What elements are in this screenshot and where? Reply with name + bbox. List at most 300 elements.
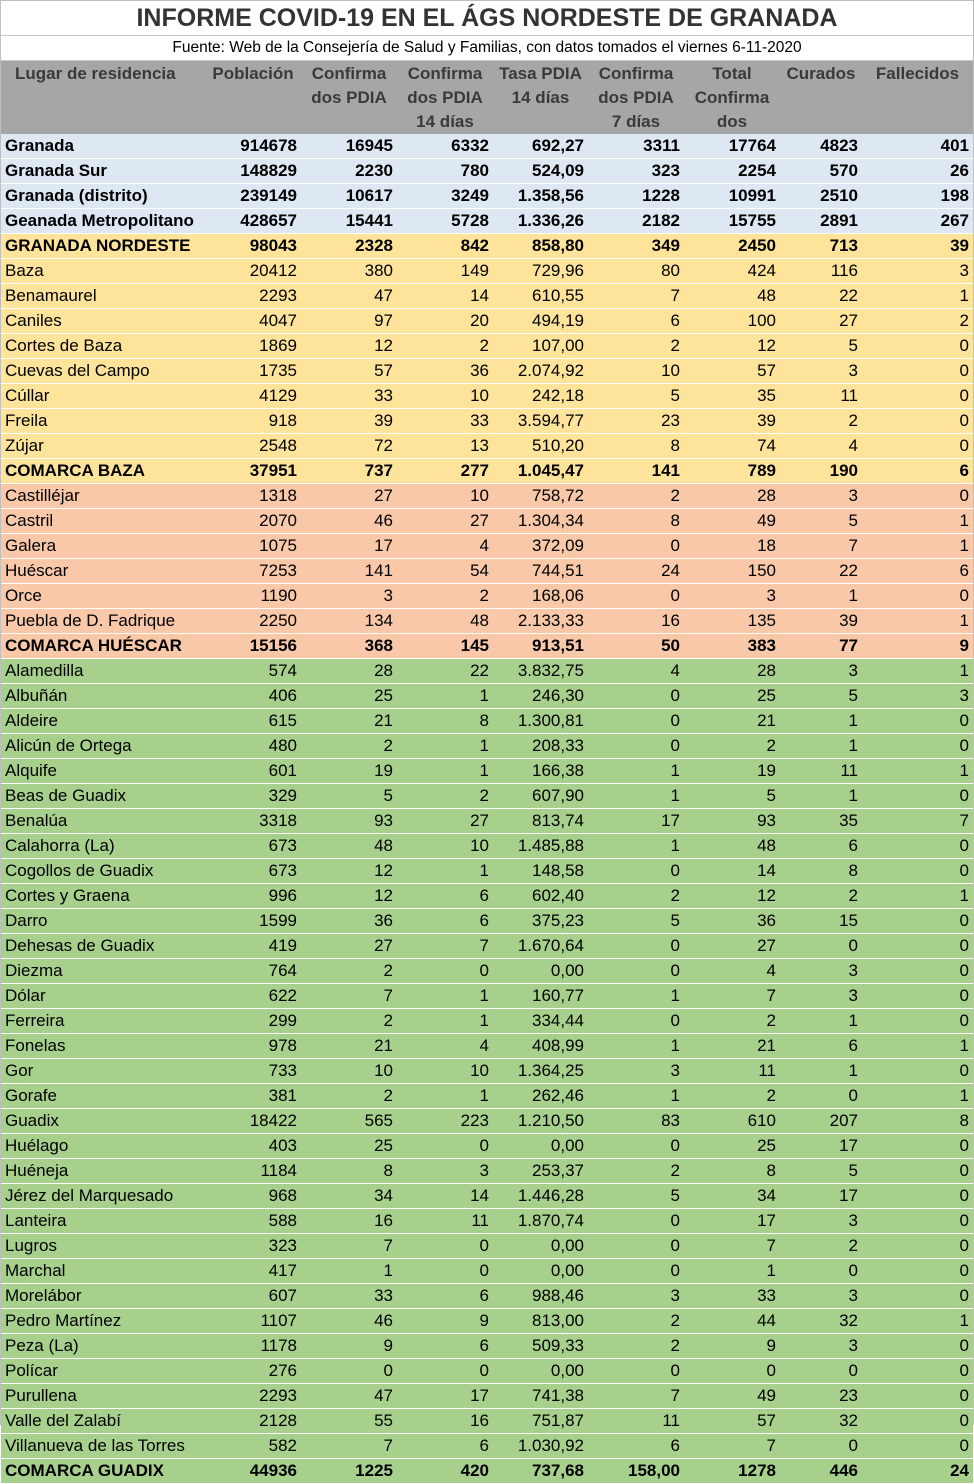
column-header-line: Confirma xyxy=(694,88,770,107)
table-row xyxy=(1,534,973,559)
table-row xyxy=(1,884,973,909)
value-cell: 3311 xyxy=(588,134,684,159)
value-cell: 49 xyxy=(684,1384,780,1409)
value-cell: 2.074,92 xyxy=(493,359,588,384)
value-cell: 1 xyxy=(397,759,493,784)
table-row xyxy=(1,1109,973,1134)
value-cell: 6 xyxy=(588,1434,684,1459)
value-cell: 2 xyxy=(862,309,973,334)
value-cell: 57 xyxy=(684,359,780,384)
value-cell: 1.304,34 xyxy=(493,509,588,534)
value-cell: 160,77 xyxy=(493,984,588,1009)
value-cell: 242,18 xyxy=(493,384,588,409)
value-cell: 35 xyxy=(780,809,862,834)
value-cell: 1225 xyxy=(301,1459,397,1484)
value-cell: 28 xyxy=(684,484,780,509)
table-row xyxy=(1,559,973,584)
place-name-cell: Dólar xyxy=(1,984,205,1009)
table-row xyxy=(1,509,973,534)
value-cell: 334,44 xyxy=(493,1009,588,1034)
value-cell: 15441 xyxy=(301,209,397,234)
value-cell: 0 xyxy=(862,434,973,459)
value-cell: 2 xyxy=(397,584,493,609)
value-cell: 0 xyxy=(862,334,973,359)
value-cell: 8 xyxy=(780,859,862,884)
value-cell: 1 xyxy=(397,984,493,1009)
place-name-cell: Valle del Zalabí xyxy=(1,1409,205,1434)
table-row xyxy=(1,134,973,159)
value-cell: 1.030,92 xyxy=(493,1434,588,1459)
value-cell: 570 xyxy=(780,159,862,184)
value-cell: 3 xyxy=(301,584,397,609)
value-cell: 1184 xyxy=(205,1159,301,1184)
value-cell: 913,51 xyxy=(493,634,588,659)
value-cell: 0 xyxy=(862,959,973,984)
value-cell: 509,33 xyxy=(493,1334,588,1359)
value-cell: 1107 xyxy=(205,1309,301,1334)
value-cell: 5728 xyxy=(397,209,493,234)
place-name-cell: Diezma xyxy=(1,959,205,984)
place-name-cell: Jérez del Marquesado xyxy=(1,1184,205,1209)
value-cell: 44936 xyxy=(205,1459,301,1484)
value-cell: 23 xyxy=(780,1384,862,1409)
value-cell: 1318 xyxy=(205,484,301,509)
value-cell: 39 xyxy=(862,234,973,259)
value-cell: 5 xyxy=(780,1159,862,1184)
place-name-cell: COMARCA GUADIX xyxy=(1,1459,205,1484)
value-cell: 17764 xyxy=(684,134,780,159)
value-cell: 372,09 xyxy=(493,534,588,559)
value-cell: 98043 xyxy=(205,234,301,259)
table-row xyxy=(1,459,973,484)
value-cell: 1 xyxy=(862,659,973,684)
table-row xyxy=(1,184,973,209)
value-cell: 5 xyxy=(588,1184,684,1209)
value-cell: 914678 xyxy=(205,134,301,159)
column-header-line: 14 días xyxy=(416,112,474,131)
table-row xyxy=(1,909,973,934)
value-cell: 744,51 xyxy=(493,559,588,584)
value-cell: 166,38 xyxy=(493,759,588,784)
table-row xyxy=(1,984,973,1009)
table-row xyxy=(1,434,973,459)
value-cell: 36 xyxy=(684,909,780,934)
table-row xyxy=(1,1084,973,1109)
value-cell: 3 xyxy=(780,1284,862,1309)
value-cell: 0 xyxy=(397,1134,493,1159)
value-cell: 1 xyxy=(862,284,973,309)
value-cell: 424 xyxy=(684,259,780,284)
value-cell: 28 xyxy=(301,659,397,684)
table-row xyxy=(1,834,973,859)
value-cell: 0 xyxy=(862,859,973,884)
value-cell: 0 xyxy=(301,1359,397,1384)
value-cell: 4047 xyxy=(205,309,301,334)
place-name-cell: Gorafe xyxy=(1,1084,205,1109)
value-cell: 0 xyxy=(684,1359,780,1384)
value-cell: 0 xyxy=(862,1384,973,1409)
value-cell: 47 xyxy=(301,1384,397,1409)
value-cell: 18 xyxy=(684,534,780,559)
value-cell: 375,23 xyxy=(493,909,588,934)
value-cell: 3 xyxy=(780,1334,862,1359)
place-name-cell: Huélago xyxy=(1,1134,205,1159)
value-cell: 7 xyxy=(684,984,780,1009)
table-row xyxy=(1,284,973,309)
value-cell: 12 xyxy=(301,884,397,909)
table-row xyxy=(1,684,973,709)
place-name-cell: COMARCA HUÉSCAR xyxy=(1,634,205,659)
value-cell: 97 xyxy=(301,309,397,334)
value-cell: 0 xyxy=(862,709,973,734)
value-cell: 751,87 xyxy=(493,1409,588,1434)
value-cell: 6 xyxy=(862,459,973,484)
value-cell: 842 xyxy=(397,234,493,259)
value-cell: 3 xyxy=(862,684,973,709)
value-cell: 11 xyxy=(588,1409,684,1434)
place-name-cell: Orce xyxy=(1,584,205,609)
value-cell: 0 xyxy=(862,1209,973,1234)
value-cell: 39 xyxy=(684,409,780,434)
value-cell: 6 xyxy=(862,559,973,584)
value-cell: 93 xyxy=(684,809,780,834)
value-cell: 8 xyxy=(397,709,493,734)
value-cell: 7 xyxy=(301,984,397,1009)
value-cell: 968 xyxy=(205,1184,301,1209)
value-cell: 729,96 xyxy=(493,259,588,284)
place-name-cell: Villanueva de las Torres xyxy=(1,1434,205,1459)
column-header-line: Tasa PDIA xyxy=(499,64,582,83)
column-header xyxy=(301,61,397,134)
value-cell: 28 xyxy=(684,659,780,684)
place-name-cell: Albuñán xyxy=(1,684,205,709)
table-row xyxy=(1,309,973,334)
value-cell: 2 xyxy=(588,334,684,359)
place-name-cell: Pedro Martínez xyxy=(1,1309,205,1334)
value-cell: 737,68 xyxy=(493,1459,588,1484)
report-title: INFORME COVID-19 EN EL ÁGS NORDESTE DE GRANADA xyxy=(1,1,973,35)
value-cell: 1599 xyxy=(205,909,301,934)
value-cell: 2 xyxy=(588,484,684,509)
value-cell: 494,19 xyxy=(493,309,588,334)
value-cell: 5 xyxy=(684,784,780,809)
place-name-cell: Peza (La) xyxy=(1,1334,205,1359)
table-row xyxy=(1,784,973,809)
table-body xyxy=(1,134,973,1484)
value-cell: 0 xyxy=(588,684,684,709)
value-cell: 480 xyxy=(205,734,301,759)
table-row xyxy=(1,484,973,509)
table-row xyxy=(1,734,973,759)
value-cell: 329 xyxy=(205,784,301,809)
value-cell: 1 xyxy=(862,534,973,559)
value-cell: 11 xyxy=(684,1059,780,1084)
value-cell: 419 xyxy=(205,934,301,959)
value-cell: 17 xyxy=(684,1209,780,1234)
value-cell: 22 xyxy=(397,659,493,684)
value-cell: 25 xyxy=(684,684,780,709)
column-header-line: Fallecidos xyxy=(875,64,960,83)
value-cell: 0 xyxy=(862,1359,973,1384)
value-cell: 6 xyxy=(588,309,684,334)
place-name-cell: Morelábor xyxy=(1,1284,205,1309)
value-cell: 7 xyxy=(684,1434,780,1459)
value-cell: 1.336,26 xyxy=(493,209,588,234)
value-cell: 1 xyxy=(397,1009,493,1034)
table-row xyxy=(1,1134,973,1159)
value-cell: 148,58 xyxy=(493,859,588,884)
value-cell: 615 xyxy=(205,709,301,734)
value-cell: 780 xyxy=(397,159,493,184)
value-cell: 0 xyxy=(862,1134,973,1159)
value-cell: 1 xyxy=(862,1309,973,1334)
value-cell: 610,55 xyxy=(493,284,588,309)
value-cell: 149 xyxy=(397,259,493,284)
value-cell: 24 xyxy=(862,1459,973,1484)
value-cell: 2891 xyxy=(780,209,862,234)
value-cell: 33 xyxy=(684,1284,780,1309)
value-cell: 0 xyxy=(862,834,973,859)
value-cell: 4129 xyxy=(205,384,301,409)
column-header xyxy=(588,61,684,134)
value-cell: 1 xyxy=(588,784,684,809)
table-row xyxy=(1,1159,973,1184)
table-row xyxy=(1,1184,973,1209)
value-cell: 2 xyxy=(588,1334,684,1359)
place-name-cell: Benalúa xyxy=(1,809,205,834)
value-cell: 47 xyxy=(301,284,397,309)
table-row xyxy=(1,1459,973,1484)
place-name-cell: Geanada Metropolitano xyxy=(1,209,205,234)
place-name-cell: Dehesas de Guadix xyxy=(1,934,205,959)
value-cell: 1 xyxy=(588,1084,684,1109)
value-cell: 0 xyxy=(862,484,973,509)
table-row xyxy=(1,859,973,884)
value-cell: 1075 xyxy=(205,534,301,559)
table-row xyxy=(1,209,973,234)
value-cell: 2 xyxy=(588,1159,684,1184)
value-cell: 0 xyxy=(588,534,684,559)
value-cell: 27 xyxy=(397,509,493,534)
value-cell: 733 xyxy=(205,1059,301,1084)
value-cell: 39 xyxy=(301,409,397,434)
value-cell: 299 xyxy=(205,1009,301,1034)
value-cell: 27 xyxy=(684,934,780,959)
place-name-cell: Alquife xyxy=(1,759,205,784)
value-cell: 1 xyxy=(588,834,684,859)
value-cell: 7 xyxy=(780,534,862,559)
place-name-cell: COMARCA BAZA xyxy=(1,459,205,484)
column-header xyxy=(205,61,301,134)
value-cell: 6 xyxy=(397,1284,493,1309)
value-cell: 0,00 xyxy=(493,959,588,984)
value-cell: 27 xyxy=(301,934,397,959)
value-cell: 33 xyxy=(397,409,493,434)
value-cell: 1869 xyxy=(205,334,301,359)
value-cell: 1 xyxy=(780,709,862,734)
value-cell: 988,46 xyxy=(493,1284,588,1309)
value-cell: 9 xyxy=(684,1334,780,1359)
column-header xyxy=(684,61,780,134)
value-cell: 0 xyxy=(588,734,684,759)
table-row xyxy=(1,1434,973,1459)
value-cell: 5 xyxy=(588,384,684,409)
place-name-cell: Castilléjar xyxy=(1,484,205,509)
value-cell: 1.210,50 xyxy=(493,1109,588,1134)
value-cell: 7 xyxy=(588,284,684,309)
place-name-cell: Aldeire xyxy=(1,709,205,734)
value-cell: 2 xyxy=(780,884,862,909)
value-cell: 12 xyxy=(684,334,780,359)
value-cell: 673 xyxy=(205,834,301,859)
value-cell: 789 xyxy=(684,459,780,484)
value-cell: 10991 xyxy=(684,184,780,209)
value-cell: 150 xyxy=(684,559,780,584)
column-header-line: dos PDIA xyxy=(407,88,483,107)
table-row xyxy=(1,1259,973,1284)
value-cell: 2 xyxy=(780,409,862,434)
value-cell: 246,30 xyxy=(493,684,588,709)
value-cell: 13 xyxy=(397,434,493,459)
place-name-cell: Granada Sur xyxy=(1,159,205,184)
table-row xyxy=(1,934,973,959)
value-cell: 1.358,56 xyxy=(493,184,588,209)
value-cell: 0 xyxy=(862,409,973,434)
place-name-cell: Darro xyxy=(1,909,205,934)
place-name-cell: Beas de Guadix xyxy=(1,784,205,809)
value-cell: 80 xyxy=(588,259,684,284)
value-cell: 11 xyxy=(780,759,862,784)
covid-table xyxy=(1,61,973,1484)
place-name-cell: Ferreira xyxy=(1,1009,205,1034)
value-cell: 4823 xyxy=(780,134,862,159)
value-cell: 5 xyxy=(780,509,862,534)
value-cell: 32 xyxy=(780,1409,862,1434)
place-name-cell: Gor xyxy=(1,1059,205,1084)
value-cell: 0 xyxy=(862,584,973,609)
value-cell: 1.364,25 xyxy=(493,1059,588,1084)
value-cell: 7 xyxy=(397,934,493,959)
value-cell: 1190 xyxy=(205,584,301,609)
value-cell: 1178 xyxy=(205,1334,301,1359)
value-cell: 21 xyxy=(301,1034,397,1059)
value-cell: 524,09 xyxy=(493,159,588,184)
value-cell: 6 xyxy=(397,1434,493,1459)
table-row xyxy=(1,384,973,409)
value-cell: 16 xyxy=(588,609,684,634)
value-cell: 9 xyxy=(301,1334,397,1359)
place-name-cell: Granada (distrito) xyxy=(1,184,205,209)
value-cell: 8 xyxy=(301,1159,397,1184)
value-cell: 35 xyxy=(684,384,780,409)
value-cell: 2 xyxy=(684,1084,780,1109)
value-cell: 2 xyxy=(588,1309,684,1334)
value-cell: 1 xyxy=(780,584,862,609)
value-cell: 37951 xyxy=(205,459,301,484)
value-cell: 8 xyxy=(588,509,684,534)
value-cell: 25 xyxy=(301,684,397,709)
value-cell: 813,74 xyxy=(493,809,588,834)
value-cell: 33 xyxy=(301,1284,397,1309)
value-cell: 57 xyxy=(684,1409,780,1434)
value-cell: 1228 xyxy=(588,184,684,209)
value-cell: 0 xyxy=(397,1259,493,1284)
value-cell: 10617 xyxy=(301,184,397,209)
value-cell: 34 xyxy=(301,1184,397,1209)
place-name-cell: Cortes y Graena xyxy=(1,884,205,909)
value-cell: 5 xyxy=(301,784,397,809)
value-cell: 758,72 xyxy=(493,484,588,509)
value-cell: 610 xyxy=(684,1109,780,1134)
value-cell: 1 xyxy=(780,1059,862,1084)
place-name-cell: Caniles xyxy=(1,309,205,334)
place-name-cell: Cogollos de Guadix xyxy=(1,859,205,884)
value-cell: 8 xyxy=(684,1159,780,1184)
value-cell: 10 xyxy=(397,484,493,509)
value-cell: 607,90 xyxy=(493,784,588,809)
value-cell: 0 xyxy=(588,959,684,984)
value-cell: 7 xyxy=(301,1234,397,1259)
value-cell: 8 xyxy=(862,1109,973,1134)
value-cell: 2250 xyxy=(205,609,301,634)
value-cell: 21 xyxy=(684,1034,780,1059)
value-cell: 74 xyxy=(684,434,780,459)
value-cell: 3 xyxy=(684,584,780,609)
place-name-cell: Huéneja xyxy=(1,1159,205,1184)
value-cell: 276 xyxy=(205,1359,301,1384)
value-cell: 0 xyxy=(862,1409,973,1434)
table-row xyxy=(1,1059,973,1084)
table-row xyxy=(1,1209,973,1234)
value-cell: 16 xyxy=(397,1409,493,1434)
value-cell: 417 xyxy=(205,1259,301,1284)
value-cell: 10 xyxy=(397,834,493,859)
value-cell: 17 xyxy=(588,809,684,834)
value-cell: 368 xyxy=(301,634,397,659)
value-cell: 428657 xyxy=(205,209,301,234)
value-cell: 0 xyxy=(862,984,973,1009)
value-cell: 46 xyxy=(301,509,397,534)
place-name-cell: Lanteira xyxy=(1,1209,205,1234)
column-header xyxy=(780,61,862,134)
value-cell: 100 xyxy=(684,309,780,334)
value-cell: 277 xyxy=(397,459,493,484)
value-cell: 2 xyxy=(397,784,493,809)
value-cell: 0 xyxy=(588,584,684,609)
value-cell: 3 xyxy=(397,1159,493,1184)
value-cell: 6 xyxy=(397,909,493,934)
value-cell: 0 xyxy=(862,1059,973,1084)
place-name-cell: Benamaurel xyxy=(1,284,205,309)
value-cell: 10 xyxy=(397,384,493,409)
value-cell: 17 xyxy=(780,1184,862,1209)
value-cell: 1 xyxy=(780,734,862,759)
value-cell: 0 xyxy=(588,859,684,884)
value-cell: 2 xyxy=(684,734,780,759)
place-name-cell: Purullena xyxy=(1,1384,205,1409)
value-cell: 107,00 xyxy=(493,334,588,359)
value-cell: 25 xyxy=(684,1134,780,1159)
place-name-cell: Cúllar xyxy=(1,384,205,409)
value-cell: 1 xyxy=(397,684,493,709)
value-cell: 737 xyxy=(301,459,397,484)
column-header-line: dos PDIA xyxy=(311,88,387,107)
place-name-cell: Freila xyxy=(1,409,205,434)
column-header xyxy=(493,61,588,134)
value-cell: 2 xyxy=(301,1009,397,1034)
value-cell: 0 xyxy=(780,1084,862,1109)
value-cell: 50 xyxy=(588,634,684,659)
